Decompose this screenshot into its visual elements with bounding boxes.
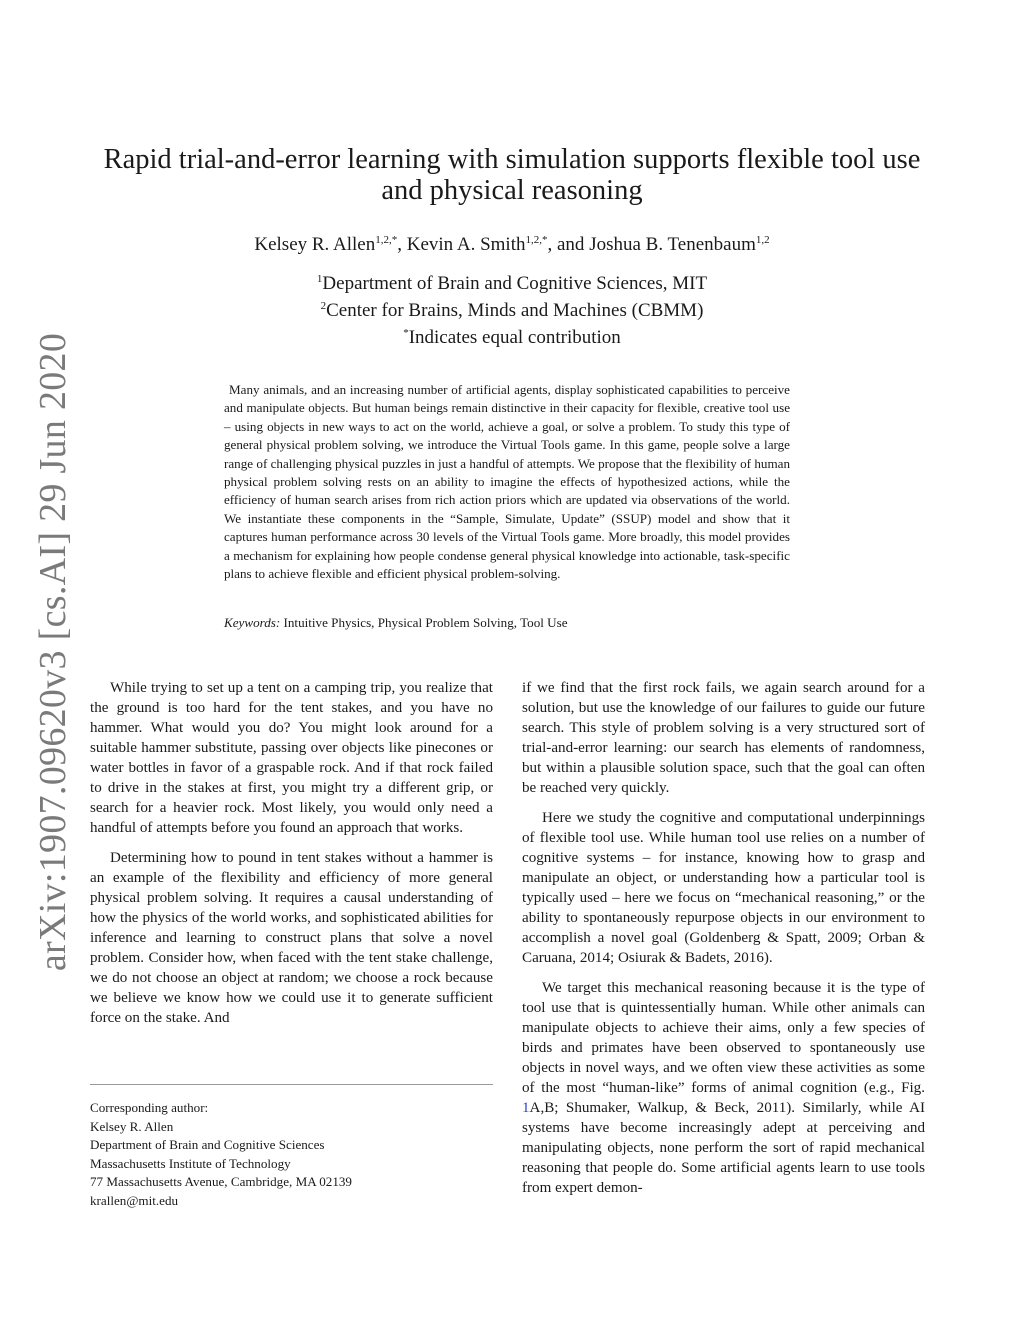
title-line-1: Rapid trial-and-error learning with simulation supports flexible tool use	[103, 144, 921, 175]
footnote-line: 77 Massachusetts Avenue, Cambridge, MA 02139	[90, 1174, 352, 1190]
affiliation-list	[80, 268, 944, 349]
author-affiliation-marker: 1,2	[755, 234, 770, 246]
body-left-column	[90, 678, 493, 1038]
abstract: Many animals, and an increasing number of artificial agents, display sophisticated capabilities to perceive and manipulate objects. But human beings remain distinctive in their capacity for flexible, creative tool use – using objects in new ways to act on the world, achieve a goal, or solve a problem. To study this type of general physical problem solving, we introduce the Virtual Tools game. In this game, people solve a large range of challenging physical puzzles in just a handful of attempts. We propose that the flexibility of human physical problem solving rests on an ability to imagine the effects of hypothesized actions, while the efficiency of human search arises from rich action priors which are updated via observations of the world. We instantiate these components in the “Sample, Simulate, Update” (SSUP) model and show that it captures human performance across 30 levels of the Virtual Tools game. More broadly, this model provides a mechanism for explaining how people condense general physical knowledge into actionable, task-specific plans to achieve flexible and efficient physical problem-solving.	[224, 382, 790, 582]
affiliation-line	[80, 295, 944, 322]
author-list	[80, 228, 944, 257]
author-affiliation-marker: 1,2,*	[525, 234, 548, 246]
affiliation-line	[80, 268, 944, 295]
arxiv-identifier-stamp: arXiv:1907.09620v3 [cs.AI] 29 Jun 2020	[32, 332, 74, 972]
paragraph-text: We target this mechanical reasoning because it is the type of tool use that is quintessentially human. While other animals can manipulate objects to achieve their aims, only a few species of birds and primates have been observed to spontaneously use objects in novel ways, and we often view these activities as some of the most “human-like” forms of animal cognition (e.g., Fig.	[522, 980, 925, 1096]
author-name: Joshua B. Tenenbaum	[589, 234, 756, 255]
author-separator: ,	[397, 234, 407, 255]
affiliation-text: Department of Brain and Cognitive Sciences, MIT	[322, 273, 708, 294]
keywords-text: Intuitive Physics, Physical Problem Solving, Tool Use	[280, 615, 568, 630]
footnote-line: Massachusetts Institute of Technology	[90, 1155, 291, 1171]
footnote-line: Corresponding author:	[90, 1100, 209, 1115]
affiliation-marker: 2	[320, 300, 327, 312]
paper-title	[80, 144, 944, 206]
keywords	[224, 614, 790, 632]
affiliation-text: Indicates equal contribution	[408, 327, 621, 348]
paragraph-text: A,B; Shumaker, Walkup, & Beck, 2011). Similarly, while AI systems have become increasingly adept at perceiving and manipulating objects, none perform the sort of rapid mechanical reasoning that people do. Some artificial agents learn to use tools from expert demon-	[522, 1100, 925, 1196]
affiliation-marker: *	[403, 327, 409, 339]
body-paragraph	[522, 978, 925, 1198]
body-paragraph: Determining how to pound in tent stakes without a hammer is an example of the flexibility and efficiency of more general physical problem solving. It requires a causal understanding of how the physics of the world works, and sophisticated abilities for inference and learning to construct plans that solve a novel problem. Consider how, when faced with the tent stake challenge, we do not choose an object at random; we choose a rock because we believe we know how we could use it to generate sufficient force on the stake. And	[90, 850, 493, 1026]
footnote-line: Department of Brain and Cognitive Sciences	[90, 1137, 325, 1153]
body-paragraph: While trying to set up a tent on a camping trip, you realize that the ground is too hard for the tent stakes, and you have no hammer. What would you do? You might look around for a suitable hammer substitute, passing over objects like pinecones or water bottles in favor of a graspable rock. And if that rock failed to drive in the stakes at first, you might try a different grip, or search for a heavier rock. Most likely, you would only need a handful of attempts before you found an approach that works.	[90, 680, 493, 836]
corresponding-author-footnote	[90, 1099, 493, 1211]
body-paragraph: Here we study the cognitive and computational underpinnings of flexible tool use. While human tool use relies on a number of cognitive systems – for instance, knowing how to grasp and manipulate an object, or understanding how a particular tool is typically used – here we focus on “mechanical reasoning,” or the ability to spontaneously repurpose objects in our environment to accomplish a novel goal (Goldenberg & Spatt, 2009; Orban & Caruana, 2014; Osiurak & Badets, 2016).	[522, 810, 925, 966]
body-paragraph: if we find that the first rock fails, we again search around for a solution, but use the knowledge of our failures to guide our future search. This style of problem solving is a very structured sort of trial-and-error learning: our search has elements of randomness, but within a plausible solution space, such that the goal can often be reached very quickly.	[522, 680, 925, 796]
footnote-line: Kelsey R. Allen	[90, 1118, 174, 1134]
author-name: Kevin A. Smith	[406, 234, 526, 255]
figure-reference-link[interactable]: 1	[522, 1100, 530, 1116]
footnote-divider	[90, 1084, 493, 1085]
affiliation-line	[80, 322, 944, 349]
author-name: Kelsey R. Allen	[254, 234, 376, 255]
title-line-2: and physical reasoning	[381, 175, 643, 206]
author-separator: , and	[547, 234, 590, 255]
affiliation-marker: 1	[316, 273, 323, 285]
author-affiliation-marker: 1,2,*	[375, 234, 398, 246]
keywords-label: Keywords:	[224, 615, 281, 630]
body-right-column	[522, 678, 925, 1208]
footnote-email[interactable]: krallen@mit.edu	[90, 1192, 179, 1208]
affiliation-text: Center for Brains, Minds and Machines (CBMM)	[326, 300, 704, 321]
